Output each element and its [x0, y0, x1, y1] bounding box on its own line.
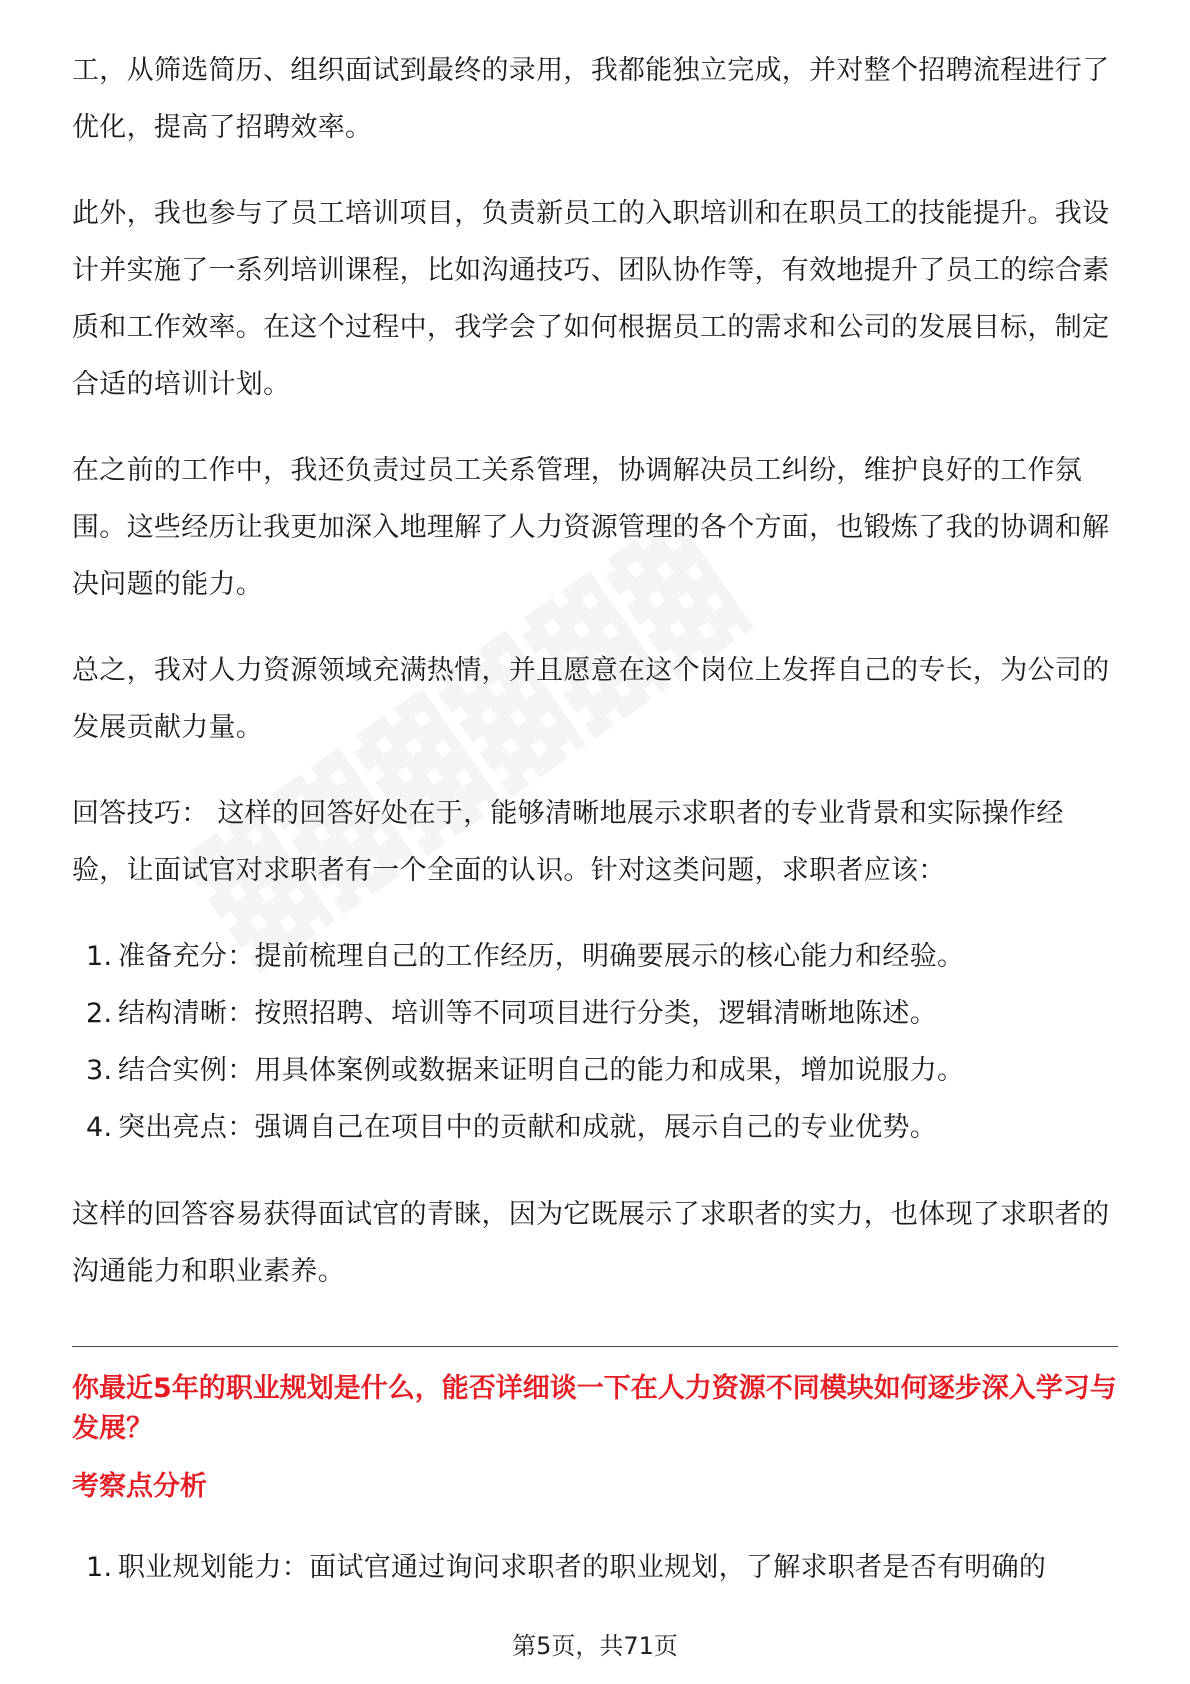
tips-list: [72, 928, 1118, 1156]
list-item: [72, 1042, 1118, 1099]
tips-intro: 回答技巧： 这样的回答好处在于，能够清晰地展示求职者的专业背景和实际操作经验，让面试官对求职者有一个全面的认识。针对这类问题，求职者应该：: [72, 798, 1064, 886]
list-number: 4.: [86, 1112, 113, 1143]
question-title: 你最近5年的职业规划是什么，能否详细谈一下在人力资源不同模块如何逐步深入学习与发展？: [72, 1373, 1117, 1444]
tips-outro: 这样的回答容易获得面试官的青睐，因为它既展示了求职者的实力，也体现了求职者的沟通能力和职业素养。: [72, 1199, 1110, 1287]
list-item-text: 结构清晰：按照招聘、培训等不同项目进行分类，逻辑清晰地陈述。: [118, 998, 937, 1029]
list-item-text: 突出亮点：强调自己在项目中的贡献和成就，展示自己的专业优势。: [118, 1112, 937, 1143]
list-item: [72, 1099, 1118, 1156]
list-number: 1.: [86, 941, 113, 972]
list-number: 3.: [86, 1055, 113, 1086]
list-number: 1.: [86, 1552, 113, 1583]
paragraph: 在之前的工作中，我还负责过员工关系管理，协调解决员工纠纷，维护良好的工作氛围。这些经历让我更加深入地理解了人力资源管理的各个方面，也锻炼了我的协调和解决问题的能力。: [72, 455, 1110, 600]
page-footer: 第5页，共71页: [512, 1632, 678, 1660]
list-item: [72, 1539, 1118, 1596]
paragraph: 总之，我对人力资源领域充满热情，并且愿意在这个岗位上发挥自己的专长，为公司的发展贡献力量。: [72, 655, 1110, 743]
paragraph: 此外，我也参与了员工培训项目，负责新员工的入职培训和在职员工的技能提升。我设计并实施了一系列培训课程，比如沟通技巧、团队协作等，有效地提升了员工的综合素质和工作效率。在这个过程中，我学会了如何根据员工的需求和公司的发展目标，制定合适的培训计划。: [72, 198, 1110, 400]
analysis-list: [72, 1539, 1118, 1596]
list-item: [72, 985, 1118, 1042]
section-divider: [72, 1346, 1118, 1347]
list-item-text: 职业规划能力：面试官通过询问求职者的职业规划，了解求职者是否有明确的: [118, 1552, 1047, 1583]
list-item-text: 准备充分：提前梳理自己的工作经历，明确要展示的核心能力和经验。: [118, 941, 965, 972]
list-item: [72, 928, 1118, 985]
paragraph: 工，从筛选简历、组织面试到最终的录用，我都能独立完成，并对整个招聘流程进行了优化，提高了招聘效率。: [72, 55, 1110, 143]
list-number: 2.: [86, 998, 113, 1029]
page-content: [72, 42, 1118, 1626]
list-item-text: 结合实例：用具体案例或数据来证明自己的能力和成果，增加说服力。: [118, 1055, 965, 1086]
analysis-heading: 考察点分析: [72, 1471, 207, 1502]
